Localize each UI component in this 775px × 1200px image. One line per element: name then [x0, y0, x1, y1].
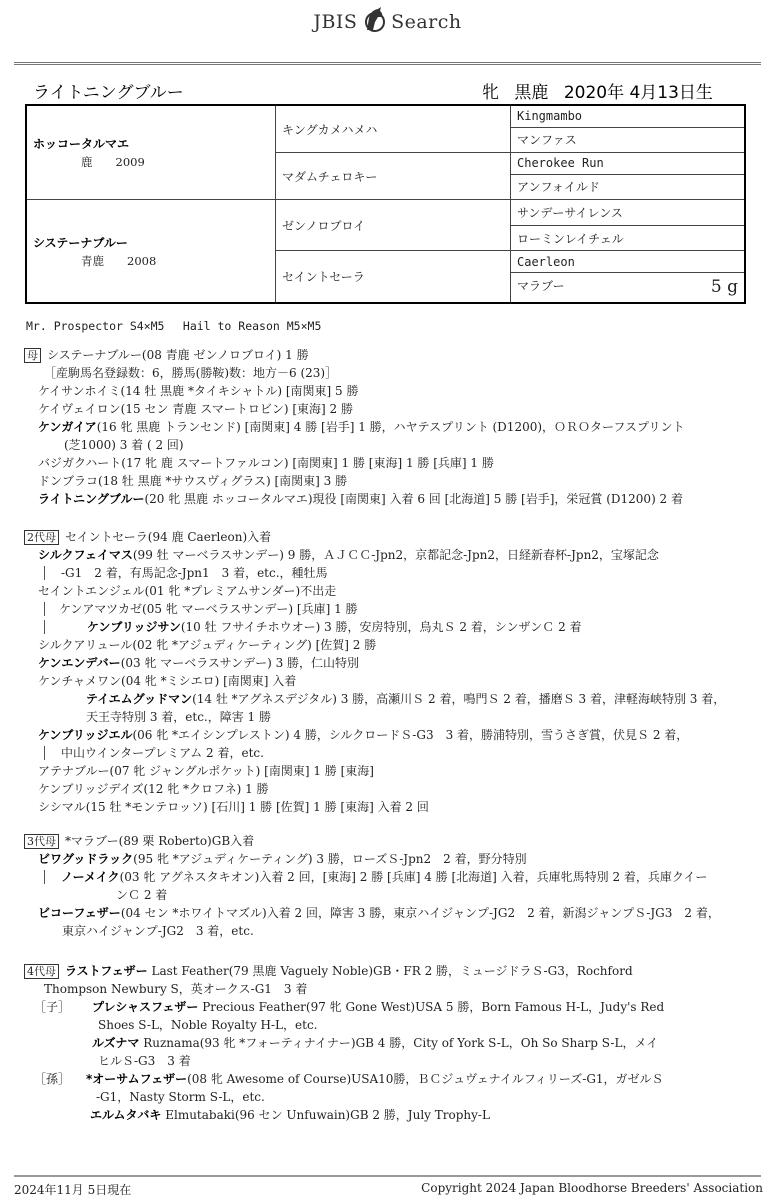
sire-name: ホッコータルマエ: [33, 137, 130, 152]
record-text: (08 牝 Awesome of Course)USA10勝，ＢＣジュヴェナイルフィリーズ-G1，ガゼルＳ: [187, 1072, 664, 1086]
record-text: (20 牝 黒鹿 ホッコータルマエ)現役 [南関東] 入着 6 回 [北海道] 5 勝 [岩手]，栄冠賞 (D1200) 2 着: [144, 492, 684, 506]
dam-year: 2008: [127, 253, 157, 268]
list-item: セイントエンジェル(01 牝 *プレミアムサンダー)不出走: [38, 584, 337, 598]
pedigree-sss[interactable]: Kingmambo: [511, 105, 746, 127]
dam-color: 青鹿: [81, 253, 104, 268]
inbreeding-note: Mr. Prospector S4×M5 Hail to Reason M5×M5: [26, 319, 322, 333]
list-item: [24, 1070, 754, 1088]
record-text: (99 牡 マーベラスサンデー) 9 勝，ＡＪＣＣ-Jpn2，京都記念-Jpn2，日経新春杯-Jpn2，宝塚記念: [132, 548, 659, 562]
record-text: (95 牝 *アジュディケーティング) 3 勝，ローズＳ-Jpn2 2 着，野分特別: [133, 852, 527, 866]
pedigree-ds[interactable]: ゼンノロブロイ: [276, 200, 511, 251]
list-item: [24, 418, 754, 436]
section-tag-4th-dam: 4代母: [24, 964, 59, 979]
list-item: [24, 904, 754, 922]
list-item: [24, 654, 754, 672]
list-item: [24, 850, 754, 868]
list-item: [24, 690, 754, 708]
list-item-cont: (芝1000) 3 着 ( 2 回): [64, 438, 184, 452]
bold-name: ケンブリッジエル: [38, 728, 133, 742]
jbis-logo[interactable]: [0, 6, 775, 33]
bold-name: *オーサムフェザー: [86, 1072, 188, 1086]
record-text: Last Feather(79 黒鹿 Vaguely Noble)GB・FR 2 勝，ミュージドラＳ-G3，Rochford: [147, 964, 633, 978]
section-tag-2nd-dam: 2代母: [24, 530, 59, 545]
list-item: [24, 490, 754, 508]
list-item: アテナブルー(07 牝 ジャングルポケット) [南関東] 1 勝 [東海]: [38, 764, 374, 778]
pedigree-dds[interactable]: Caerleon: [511, 251, 746, 272]
second-dam-section: [24, 528, 754, 816]
record-text: 天王寺特別 3 着，etc.，障害 1 勝: [86, 710, 271, 724]
list-item: [24, 1034, 754, 1052]
logo-text-right: Search: [391, 11, 462, 33]
record-text: 中山ウインタープレミアム 2 着，etc.: [44, 746, 264, 760]
bold-name: ケンブリッジサン: [87, 620, 181, 634]
dam-line: システーナブルー(08 青鹿 ゼンノロブロイ) 1 勝: [47, 348, 309, 362]
record-text: (16 牝 黒鹿 トランセンド) [南関東] 4 勝 [岩手] 1 勝，ハヤテスプリント (D1200)，ＯＲＯターフスプリント: [96, 420, 685, 434]
pedigree-sdd[interactable]: アンフォイルド: [511, 174, 746, 200]
list-item: [24, 600, 754, 618]
list-item: [24, 726, 754, 744]
dam-name: システーナブルー: [33, 235, 128, 250]
bold-name: エルムタバキ: [90, 1108, 162, 1122]
child-tag: ［子］: [34, 1000, 71, 1014]
header-divider: [14, 62, 761, 65]
pedigree-dss[interactable]: サンデーサイレンス: [511, 200, 746, 226]
horse-birthdate: 2020年 4月13日生: [563, 83, 713, 103]
list-item: ケイヴェイロン(15 セン 青鹿 スマートロビン) [東海] 2 勝: [38, 402, 353, 416]
bold-name: ビコーフェザー: [38, 906, 121, 920]
list-item-cont: [24, 708, 754, 726]
horse-name: ライトニングブルー: [33, 83, 184, 103]
horse-head-icon: [361, 6, 387, 32]
logo-text-left: JBIS: [313, 11, 358, 33]
record-text: (06 牝 *エイシンプレストン) 4 勝，シルクロードＳ-G3 3 着，勝浦特別，雪うさぎ賞，伏見Ｓ 2 着，: [132, 728, 689, 742]
record-text: (03 牝 マーベラスサンデー) 3 勝，仁山特別: [120, 656, 360, 670]
horse-color: 黒鹿: [514, 83, 549, 103]
sire-year: 2009: [115, 155, 145, 170]
list-item: バジガクハート(17 牝 鹿 スマートファルコン) [南関東] 1 勝 [東海] 1 勝 [兵庫] 1 勝: [38, 456, 494, 470]
record-text: -G1 2 着，有馬記念-Jpn1 3 着，etc.，種牡馬: [44, 566, 328, 580]
record-wrap: [44, 620, 582, 634]
record-text: Elmutabaki(96 セン Unfuwain)GB 2 勝，July Trophy-L: [161, 1108, 490, 1122]
bold-name: シルクフェイマス: [38, 548, 133, 562]
section-tag-3rd-dam: 3代母: [24, 834, 59, 849]
list-item-cont: ンＣ 2 着: [116, 888, 168, 902]
list-item-cont: [24, 564, 754, 582]
list-item: ケンチャメワン(04 牝 *ミシエロ) [南関東] 入着: [38, 674, 297, 688]
bold-name: ノーメイク: [61, 870, 120, 884]
record-wrap: [44, 870, 707, 884]
bold-name: テイエムグッドマン: [86, 692, 193, 706]
bold-name: ケンガイア: [38, 420, 97, 434]
bold-name: ルズナマ: [92, 1036, 140, 1050]
list-item: シシマル(15 牡 *モンテロッソ) [石川] 1 勝 [佐賀] 1 勝 [東海] 入着 2 回: [38, 800, 429, 814]
pedigree-ddd[interactable]: [511, 272, 746, 303]
pedigree-ss[interactable]: キングカメハメハ: [276, 105, 511, 153]
pedigree-sd[interactable]: マダムチェロキー: [276, 153, 511, 200]
list-item-cont: ヒルＳ-G3 3 着: [98, 1054, 191, 1068]
list-item-cont: Shoes S-L，Noble Royalty H-L，etc.: [98, 1018, 318, 1032]
pedigree-dd[interactable]: セイントセーラ: [276, 251, 511, 303]
fourth-dam-section: [24, 962, 754, 1124]
progeny-summary: ［産駒馬名登録数：6，勝馬(勝鞍)数：地方－6 (23)］: [44, 366, 338, 380]
list-item-cont: [24, 744, 754, 762]
record-text: (14 牡 *アグネスデジタル) 3 勝，高瀬川Ｓ 2 着，鳴門Ｓ 2 着，播磨Ｓ 3 着，津軽海峡特別 3 着，: [192, 692, 726, 706]
bold-name: プレシャスフェザー: [92, 1000, 199, 1014]
list-item: シルクアリュール(02 牝 *アジュディケーティング) [佐賀] 2 勝: [38, 638, 377, 652]
pedigree-ssd[interactable]: マンファス: [511, 127, 746, 153]
record-text: (10 牡 フサイチホウオー) 3 勝，安房特別，烏丸Ｓ 2 着，シンザンＣ 2 着: [180, 620, 582, 634]
bold-name: ライトニングブルー: [38, 492, 145, 506]
list-item: [24, 618, 754, 636]
pedigree-dam[interactable]: [26, 200, 276, 303]
list-item: ケイサンホイミ(14 牡 黒鹿 *タイキシャトル) [南関東] 5 勝: [38, 384, 359, 398]
grandchild-tag: ［孫］: [34, 1072, 71, 1086]
section-tag-dam: 母: [24, 348, 41, 363]
list-item: [24, 1106, 754, 1124]
bold-name: ビワグッドラック: [38, 852, 134, 866]
third-dam-section: [24, 832, 754, 940]
dam-section: [24, 346, 754, 508]
list-item: [24, 546, 754, 564]
list-item: [24, 868, 754, 886]
record-text: (03 牝 アグネスタキオン)入着 2 回，[東海] 2 勝 [兵庫] 4 勝 [北海道] 入着，兵庫牝馬特別 2 着，兵庫クイー: [119, 870, 708, 884]
footer-date: 2024年11月 5日現在: [14, 1183, 132, 1197]
record-text: Ruznama(93 牝 *フォーティナイナー)GB 4 勝，City of York S-L，Oh So Sharp S-L，メイ: [139, 1036, 659, 1050]
horse-sex: 牝: [482, 83, 499, 103]
list-item-cont: Thompson Newbury S，英オークス-G1 3 着: [44, 982, 308, 996]
bold-name: ラストフェザー: [65, 964, 148, 978]
record-text: Precious Feather(97 牝 Gone West)USA 5 勝，Born Famous H-L，Judy's Red: [198, 1000, 665, 1014]
bold-name: ケンエンデバー: [38, 656, 121, 670]
pedigree-dsd[interactable]: ローミンレイチェル: [511, 225, 746, 251]
pedigree-sds[interactable]: Cherokee Run: [511, 153, 746, 174]
list-item-cont: 東京ハイジャンプ-JG2 3 着，etc.: [62, 924, 254, 938]
list-item-cont: -G1，Nasty Storm S-L，etc.: [96, 1090, 265, 1104]
pedigree-sire[interactable]: [26, 105, 276, 200]
pedigree-ddd-name: マラブー: [517, 279, 565, 294]
list-item: ケンブリッジデイズ(12 牝 *クロフネ) 1 勝: [38, 782, 269, 796]
record-text: (04 セン *ホワイトマズル)入着 2 回，障害 3 勝，東京ハイジャンプ-JG2 2 着，新潟ジャンプＳ-JG3 2 着，: [120, 906, 720, 920]
footer-copyright: Copyright 2024 Japan Bloodhorse Breeders' Association: [421, 1181, 763, 1195]
third-dam-line: *マラブー(89 栗 Roberto)GB入着: [65, 834, 255, 848]
footer-divider: [14, 1175, 761, 1177]
list-item: ドンブラコ(18 牡 黒鹿 *サウスヴィグラス) [南関東] 3 勝: [38, 474, 348, 488]
pedigree-table: [25, 104, 746, 304]
horse-profile: [482, 78, 723, 103]
list-item: [24, 998, 754, 1016]
record-text: ケンアマツカゼ(05 牝 マーベラスサンデー) [兵庫] 1 勝: [44, 602, 358, 616]
second-dam-line: セイントセーラ(94 鹿 Caerleon)入着: [65, 530, 272, 544]
inbreed-generation: 5 g: [710, 277, 738, 298]
sire-color: 鹿: [81, 155, 93, 170]
